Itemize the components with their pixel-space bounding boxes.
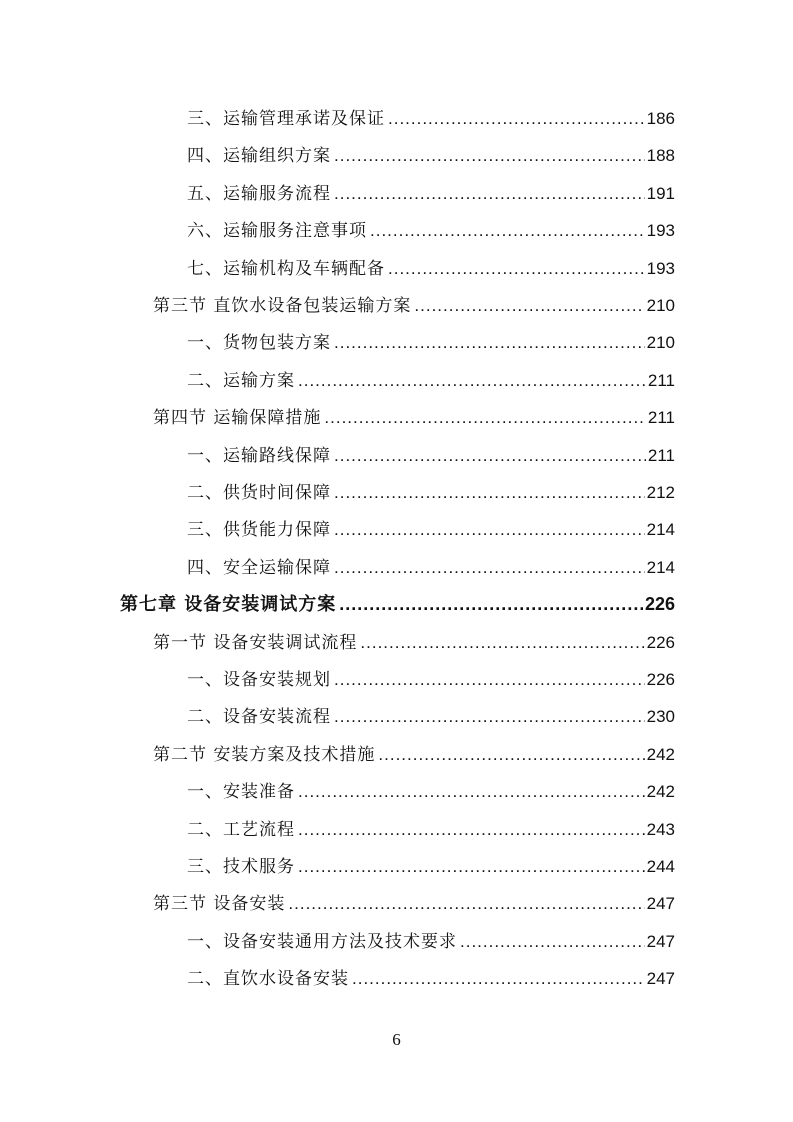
toc-entry-title: 第一节 设备安装调试流程 bbox=[153, 632, 358, 653]
toc-entry-title: 一、安装准备 bbox=[187, 782, 295, 803]
dot-leader bbox=[388, 100, 645, 137]
toc-section-entry[interactable] bbox=[153, 624, 675, 661]
toc-subsection-entry[interactable] bbox=[187, 437, 675, 474]
dot-leader bbox=[460, 923, 645, 960]
toc-subsection-entry[interactable] bbox=[187, 811, 675, 848]
toc-entry-title: 二、运输方案 bbox=[187, 370, 295, 391]
dot-leader bbox=[334, 661, 645, 698]
toc-subsection-entry[interactable] bbox=[187, 773, 675, 810]
toc-entry-page: 211 bbox=[647, 445, 675, 465]
toc-entry-page: 211 bbox=[647, 370, 675, 390]
toc-entry-title: 四、运输组织方案 bbox=[187, 146, 331, 167]
toc-entry-page: 226 bbox=[646, 632, 675, 652]
toc-subsection-entry[interactable] bbox=[187, 250, 675, 287]
toc-subsection-entry[interactable] bbox=[187, 175, 675, 212]
dot-leader bbox=[324, 399, 645, 436]
dot-leader bbox=[360, 624, 644, 661]
dot-leader bbox=[334, 474, 645, 511]
toc-subsection-entry[interactable] bbox=[187, 549, 675, 586]
page-number: 6 bbox=[392, 1030, 401, 1049]
dot-leader bbox=[298, 848, 645, 885]
toc-section-entry[interactable] bbox=[153, 885, 675, 922]
dot-leader bbox=[334, 175, 645, 212]
dot-leader bbox=[339, 586, 643, 623]
toc-entry-title: 二、设备安装流程 bbox=[187, 707, 331, 728]
toc-entry-title: 二、工艺流程 bbox=[187, 819, 295, 840]
toc-entry-page: 247 bbox=[646, 894, 675, 914]
dot-leader bbox=[334, 324, 645, 361]
toc-chapter-entry[interactable] bbox=[120, 586, 675, 623]
dot-leader bbox=[298, 773, 645, 810]
toc-entry-page: 193 bbox=[646, 221, 675, 241]
toc-entry-page: 214 bbox=[646, 520, 675, 540]
dot-leader bbox=[334, 437, 646, 474]
toc-entry-page: 247 bbox=[646, 969, 675, 989]
dot-leader bbox=[288, 885, 644, 922]
toc-subsection-entry[interactable] bbox=[187, 324, 675, 361]
toc-entry-title: 六、运输服务注意事项 bbox=[187, 221, 367, 242]
toc-entry-page: 226 bbox=[646, 670, 675, 689]
dot-leader bbox=[334, 137, 645, 174]
toc-entry-title: 第三节 设备安装 bbox=[153, 894, 286, 915]
toc-entry-title: 三、供货能力保障 bbox=[187, 520, 331, 541]
toc-subsection-entry[interactable] bbox=[187, 511, 675, 548]
toc-entry-title: 一、运输路线保障 bbox=[187, 445, 331, 466]
toc-entry-title: 第二节 安装方案及技术措施 bbox=[153, 744, 376, 765]
toc-entry-title: 四、安全运输保障 bbox=[187, 557, 331, 578]
toc-subsection-entry[interactable] bbox=[187, 474, 675, 511]
toc-entry-title: 第三节 直饮水设备包装运输方案 bbox=[153, 296, 412, 316]
toc-entry-page: 214 bbox=[646, 557, 675, 577]
toc-subsection-entry[interactable] bbox=[187, 212, 675, 249]
toc-entry-page: 186 bbox=[646, 109, 675, 128]
toc-entry-page: 210 bbox=[646, 333, 675, 353]
toc-entry-page: 210 bbox=[646, 296, 675, 315]
toc-entry-title: 一、货物包装方案 bbox=[187, 333, 331, 354]
toc-section-entry[interactable] bbox=[153, 399, 675, 436]
toc-subsection-entry[interactable] bbox=[187, 923, 675, 960]
toc-entry-page: 188 bbox=[646, 146, 675, 166]
toc-subsection-entry[interactable] bbox=[187, 362, 675, 399]
toc-entry-title: 第四节 运输保障措施 bbox=[153, 408, 322, 429]
dot-leader bbox=[352, 960, 645, 997]
dot-leader bbox=[298, 811, 645, 848]
toc-subsection-entry[interactable] bbox=[187, 848, 675, 885]
toc-entry-title: 三、运输管理承诺及保证 bbox=[187, 109, 385, 129]
toc-entry-page: 243 bbox=[646, 819, 675, 839]
toc-entry-page: 212 bbox=[646, 483, 675, 502]
toc-entry-page: 226 bbox=[644, 594, 675, 615]
dot-leader bbox=[334, 698, 645, 735]
toc-subsection-entry[interactable] bbox=[187, 960, 675, 997]
toc-entry-page: 244 bbox=[646, 857, 675, 876]
toc-subsection-entry[interactable] bbox=[187, 698, 675, 735]
toc-entry-page: 230 bbox=[646, 707, 675, 727]
toc-subsection-entry[interactable] bbox=[187, 137, 675, 174]
toc-entry-title: 第七章 设备安装调试方案 bbox=[120, 594, 337, 616]
dot-leader bbox=[388, 250, 645, 287]
toc-entry-page: 211 bbox=[647, 408, 675, 428]
toc-section-entry[interactable] bbox=[153, 287, 675, 324]
dot-leader bbox=[298, 362, 646, 399]
toc-entry-page: 191 bbox=[646, 183, 675, 203]
toc-entry-page: 242 bbox=[646, 744, 675, 764]
toc-entry-page: 242 bbox=[646, 782, 675, 802]
toc-entry-title: 五、运输服务流程 bbox=[187, 183, 331, 204]
toc-section-entry[interactable] bbox=[153, 736, 675, 773]
toc-subsection-entry[interactable] bbox=[187, 661, 675, 698]
toc-entry-title: 三、技术服务 bbox=[187, 857, 295, 877]
toc-entry-title: 二、供货时间保障 bbox=[187, 483, 331, 503]
toc-entry-page: 193 bbox=[646, 258, 675, 278]
toc-subsection-entry[interactable] bbox=[187, 100, 675, 137]
toc-entry-title: 一、设备安装通用方法及技术要求 bbox=[187, 931, 457, 952]
dot-leader bbox=[378, 736, 644, 773]
dot-leader bbox=[370, 212, 645, 249]
dot-leader bbox=[414, 287, 644, 324]
toc-entry-page: 247 bbox=[646, 931, 675, 951]
dot-leader bbox=[334, 549, 645, 586]
dot-leader bbox=[334, 511, 645, 548]
toc-entry-title: 一、设备安装规划 bbox=[187, 670, 331, 690]
toc-entry-title: 七、运输机构及车辆配备 bbox=[187, 258, 385, 279]
toc-entry-title: 二、直饮水设备安装 bbox=[187, 969, 349, 990]
